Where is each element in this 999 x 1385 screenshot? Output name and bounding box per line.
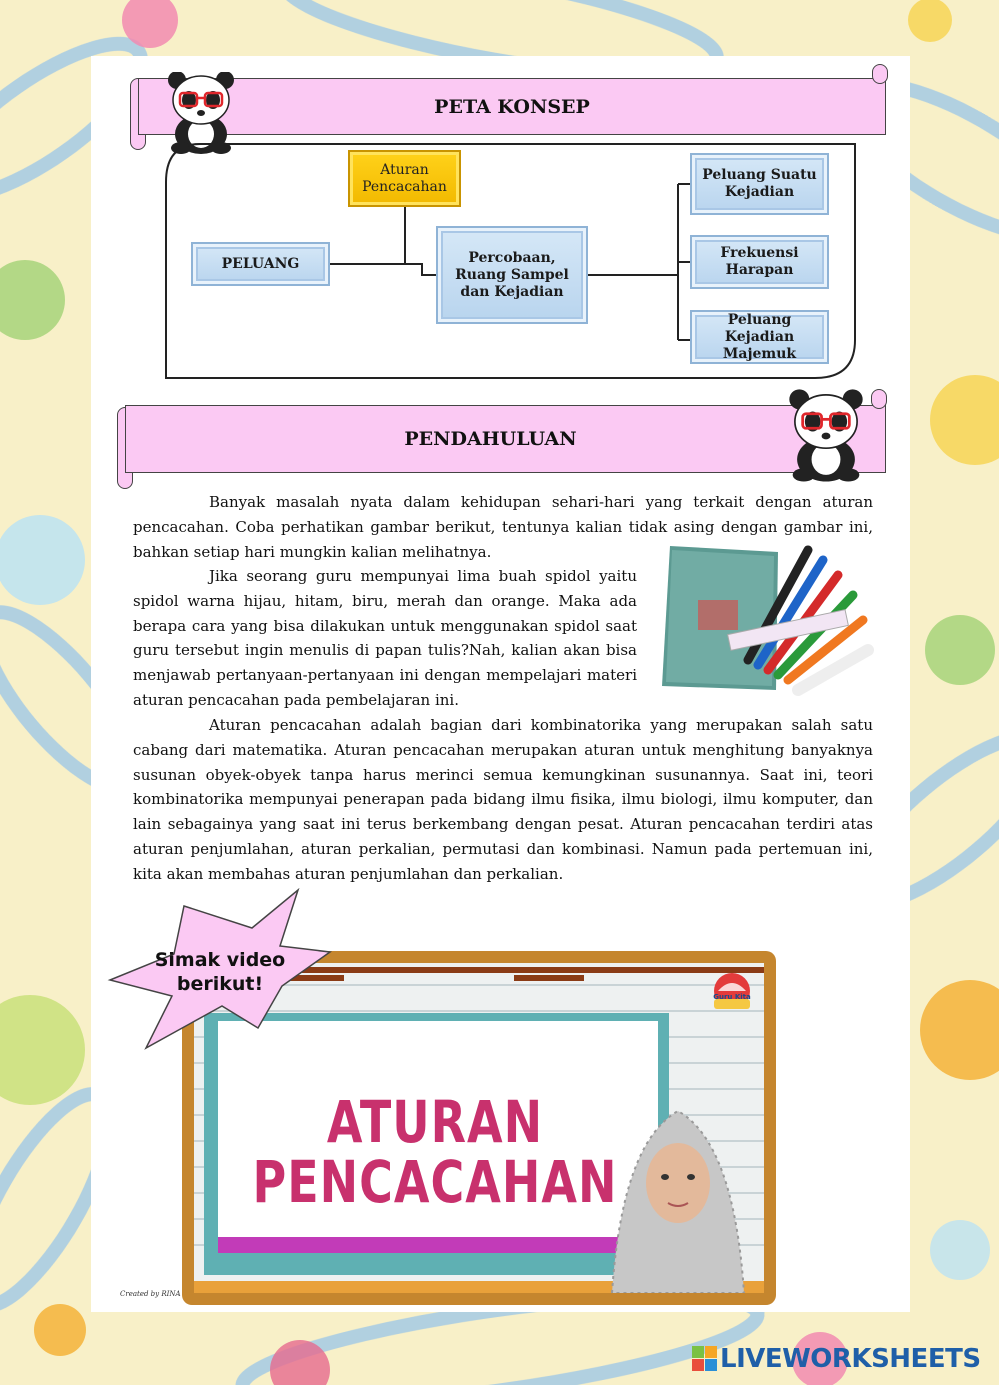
node-peluang-suatu-kejadian: Peluang Suatu Kejadian — [690, 153, 829, 215]
spidol-image — [658, 540, 876, 698]
pendahuluan-title: PENDAHULUAN — [404, 428, 577, 450]
panda-icon — [786, 388, 866, 484]
banner-scroll-right — [871, 389, 887, 409]
liveworksheets-logo-icon — [692, 1346, 718, 1372]
concept-map-lines — [0, 0, 999, 420]
node-percobaan-ruang-sampel: Percobaan, Ruang Sampel dan Kejadian — [436, 226, 588, 324]
video-title-line2: PENCACAHAN — [252, 1148, 618, 1216]
intro-paragraph-1: Banyak masalah nyata dalam kehidupan sehari-hari yang terkait dengan aturan pencacahan. Coba perhatikan gambar berikut, tentunya kalian tidak asing dengan gambar ini, bahkan setiap hari mungkin kalian melihatnya. — [133, 493, 873, 561]
pendahuluan-banner — [125, 405, 886, 473]
video-title-line1: ATURAN — [326, 1088, 544, 1156]
node-frekuensi-harapan: Frekuensi Harapan — [690, 235, 829, 289]
video-callout-text: Simak video berikut! — [154, 949, 286, 995]
liveworksheets-logo[interactable] — [692, 1344, 981, 1374]
peta-konsep-title: PETA KONSEP — [434, 95, 590, 118]
channel-name: Guru Kita — [713, 993, 751, 1001]
node-peluang-kejadian-majemuk: Peluang Kejadian Majemuk — [690, 310, 829, 364]
presenter-image — [592, 1103, 764, 1293]
created-by-label: Created by RINA — [120, 1290, 181, 1298]
intro-paragraph-3: Aturan pencacahan adalah bagian dari kombinatorika yang merupakan salah satu cabang dari matematika. Aturan pencacahan merupakan aturan untuk menghitung banyaknya susunan obyek-obyek tanpa harus merinci semua kemungkinan susunannya. Saat ini, teori kombinatorika mempunyai penerapan pada bidang ilmu fisika, ilmu biologi, ilmu komputer, dan lain sebagainya yang saat ini terus berkembang dengan pesat. Aturan pencacahan terdiri atas aturan penjumlahan, aturan perkalian, permutasi dan kombinasi. Namun pada pertemuan ini, kita akan membahas aturan penjumlahan dan perkalian. — [133, 716, 873, 883]
liveworksheets-brand: LIVEWORKSHEETS — [720, 1344, 981, 1374]
node-aturan-pencacahan: Aturan Pencacahan — [348, 150, 461, 207]
node-peluang: PELUANG — [191, 242, 330, 286]
intro-paragraph-2: Jika seorang guru mempunyai lima buah spidol yaitu spidol warna hijau, hitam, biru, merah dan orange. Maka ada berapa cara yang bisa dilakukan untuk menggunakan spidol saat guru tersebut ingin menulis di papan tulis?Nah, kalian akan bisa menjawab pertanyaan-pertanyaan ini dengan mempelajari materi aturan pencacahan pada pembelajaran ini. — [133, 567, 637, 709]
